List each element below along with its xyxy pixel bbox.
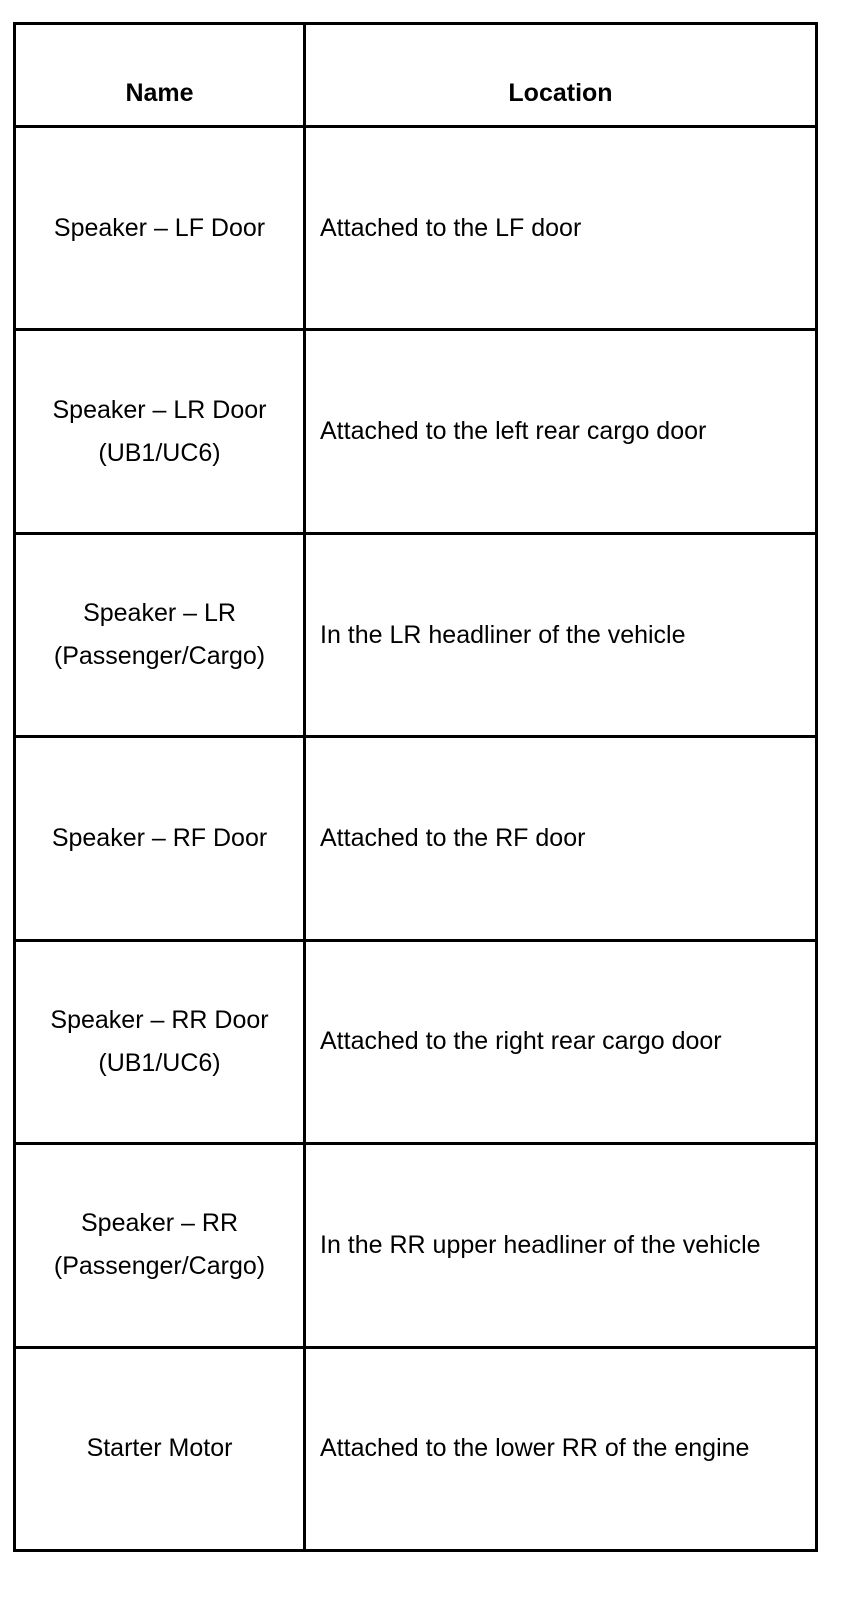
component-name-cell — [15, 127, 305, 330]
component-name-cell — [15, 1347, 305, 1550]
component-location-table-wrapper — [13, 22, 819, 1554]
component-name-cell — [15, 1144, 305, 1347]
table-row — [15, 533, 817, 736]
component-location-cell: Attached to the left rear cargo door — [305, 330, 817, 533]
component-name: Speaker – RR Door — [50, 1005, 269, 1034]
location-column-header: Location — [305, 24, 817, 127]
component-name-cell — [15, 533, 305, 736]
table-row — [15, 127, 817, 330]
component-name-cell — [15, 737, 305, 940]
component-name-qualifier: (Passenger/Cargo) — [53, 1252, 266, 1281]
component-name-qualifier: (Passenger/Cargo) — [53, 642, 266, 671]
component-name: Speaker – RF Door — [51, 823, 268, 852]
component-name-cell — [15, 330, 305, 533]
table-row — [15, 1347, 817, 1550]
table-row — [15, 737, 817, 940]
component-location-cell: Attached to the LF door — [305, 127, 817, 330]
component-location-cell: In the RR upper headliner of the vehicle — [305, 1144, 817, 1347]
component-name: Speaker – RR — [80, 1209, 239, 1238]
component-name: Speaker – LR — [83, 599, 236, 628]
component-name-qualifier: (UB1/UC6) — [98, 438, 221, 467]
component-name-cell — [15, 940, 305, 1143]
component-name: Starter Motor — [86, 1434, 233, 1463]
name-column-header: Name — [15, 24, 305, 127]
component-location-cell: Attached to the RF door — [305, 737, 817, 940]
component-location-table — [13, 22, 818, 1552]
component-location-cell: Attached to the right rear cargo door — [305, 940, 817, 1143]
component-name: Speaker – LF Door — [53, 213, 266, 242]
component-name: Speaker – LR Door — [52, 395, 267, 424]
table-row — [15, 330, 817, 533]
component-name-qualifier: (UB1/UC6) — [98, 1048, 221, 1077]
component-location-cell: In the LR headliner of the vehicle — [305, 533, 817, 736]
component-location-cell: Attached to the lower RR of the engine — [305, 1347, 817, 1550]
table-header-row — [15, 24, 817, 127]
table-row — [15, 1144, 817, 1347]
table-row — [15, 940, 817, 1143]
